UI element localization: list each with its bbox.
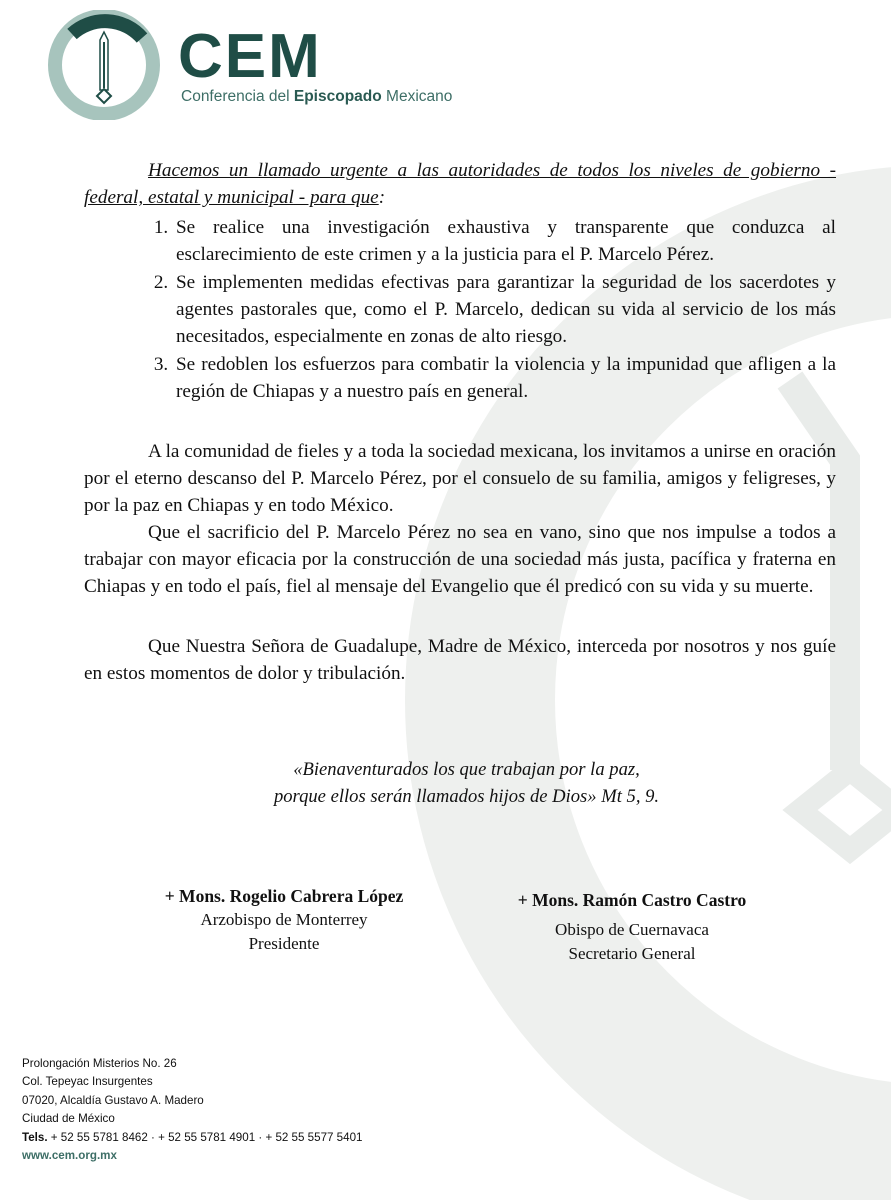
address-line: Col. Tepeyac Insurgentes — [22, 1075, 153, 1089]
signature-secretary — [482, 888, 782, 966]
requests-list — [84, 214, 836, 405]
intro-paragraph: Hacemos un llamado urgente a las autoridades de todos los niveles de gobierno - federal, estatal y municipal - para que: — [84, 160, 836, 208]
bible-quote — [0, 756, 891, 810]
address-line: Ciudad de México — [22, 1112, 115, 1126]
signatory-title: Arzobispo de Monterrey — [200, 910, 368, 929]
intro-emphasis: Hacemos un llamado urgente a las autoridades de todos los niveles de gobierno - federal, estatal y municipal - para que — [84, 160, 836, 208]
invitation-paragraph: A la comunidad de fieles y a toda la sociedad mexicana, los invitamos a unirse en oración por el eterno descanso del P. Marcelo Pérez, por el consuelo de su familia, amigos y feligreses, y por la paz en Chiapas y en todo México. — [84, 441, 836, 516]
guadalupe-paragraph: Que Nuestra Señora de Guadalupe, Madre de México, interceda por nosotros y nos guíe en estos momentos de dolor y tribulación. — [84, 636, 836, 684]
signatory-role: Presidente — [248, 934, 320, 953]
signatory-role: Secretario General — [568, 944, 696, 963]
address-line: Prolongación Misterios No. 26 — [22, 1057, 177, 1070]
cem-logo-icon — [44, 10, 164, 120]
list-item: 1. Se realice una investigación exhaustiva y transparente que conduzca al esclarecimiento de este crimen y a la justicia para el P. Marcelo Pérez. — [173, 214, 836, 268]
org-full-name: Conferencia del Episcopado Mexicano — [181, 88, 453, 105]
list-item: 3. Se redoblen los esfuerzos para combatir la violencia y la impunidad que afligen a la región de Chiapas y a nuestro país en general. — [173, 351, 836, 405]
letterhead — [44, 10, 504, 120]
footer-contact — [22, 1055, 362, 1165]
phone-numbers: Tels. + 52 55 5781 8462 · + 52 55 5781 4901 · + 52 55 5577 5401 — [22, 1130, 363, 1144]
signature-president — [134, 884, 434, 956]
list-item: 2. Se implementen medidas efectivas para garantizar la seguridad de los sacerdotes y agentes pastorales que, como el P. Marcelo, dedican su vida al servicio de los más necesitados, especialmente en zonas de alto riesgo. — [173, 269, 836, 350]
quote-line-1: «Bienaventurados los que trabajan por la paz, — [293, 759, 640, 780]
quote-line-2: porque ellos serán llamados hijos de Dios» Mt 5, 9. — [273, 786, 660, 807]
signatory-name: + Mons. Ramón Castro Castro — [517, 890, 747, 910]
sacrifice-paragraph: Que el sacrificio del P. Marcelo Pérez no sea en vano, sino que nos impulse a todos a trabajar con mayor eficacia por la construcción de una sociedad más justa, pacífica y fraterna en Chiapas y en todo el país, fiel al mensaje del Evangelio que él predicó con su vida y su muerte. — [84, 522, 836, 597]
org-acronym: CEM — [178, 22, 322, 91]
signatory-title: Obispo de Cuernavaca — [555, 920, 709, 939]
letter-body — [84, 157, 836, 687]
website-link[interactable]: www.cem.org.mx — [22, 1149, 117, 1163]
signatory-name: + Mons. Rogelio Cabrera López — [164, 886, 404, 906]
address-line: 07020, Alcaldía Gustavo A. Madero — [22, 1093, 204, 1107]
